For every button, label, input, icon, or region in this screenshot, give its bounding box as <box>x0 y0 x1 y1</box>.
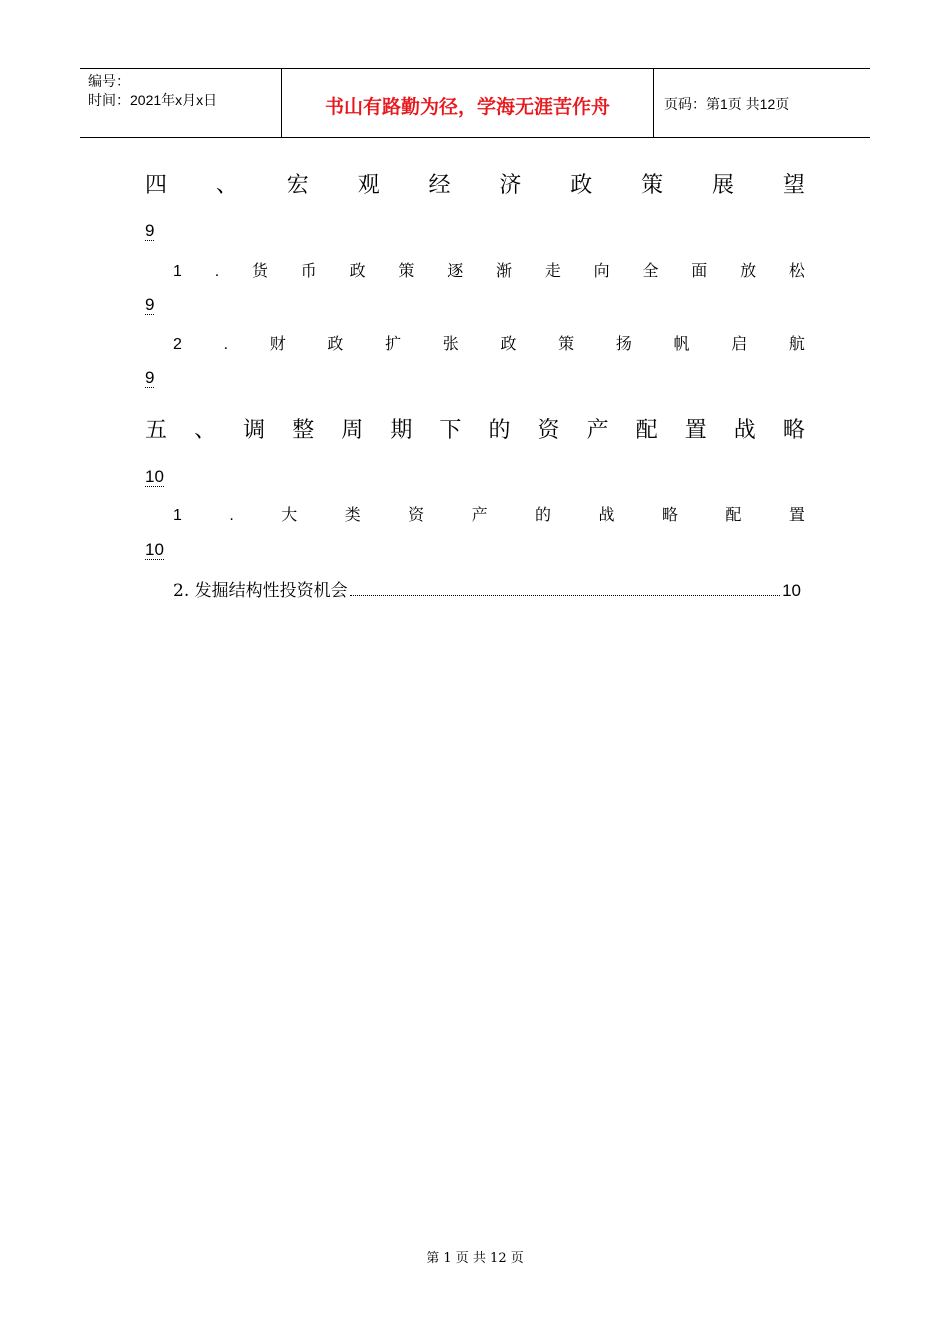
toc-page-section-5[interactable]: 10 <box>145 467 164 486</box>
toc-char: 四 <box>145 173 168 198</box>
toc-char: 类 <box>344 505 361 524</box>
toc-char: 1 <box>173 507 182 524</box>
toc-char: 战 <box>733 418 756 443</box>
header-meta <box>80 69 282 137</box>
toc-char: 略 <box>782 418 805 443</box>
toc-char: 货 <box>251 261 268 280</box>
toc-char: . <box>229 507 234 524</box>
toc-char: 政 <box>349 261 366 280</box>
toc-char: 周 <box>341 418 364 443</box>
toc-char: 、 <box>215 173 238 198</box>
toc-char: 策 <box>558 334 575 353</box>
page-header <box>80 68 870 138</box>
toc-char: 航 <box>788 334 805 353</box>
toc-entry-5-2[interactable] <box>173 576 801 601</box>
toc-char: 整 <box>292 418 315 443</box>
toc-char: 渐 <box>496 261 513 280</box>
toc-char: 松 <box>788 261 805 280</box>
toc-char: 政 <box>500 334 517 353</box>
toc-char: 向 <box>593 261 610 280</box>
toc-char: 宏 <box>286 173 309 198</box>
toc-char: 扬 <box>615 334 632 353</box>
toc-char: 帆 <box>673 334 690 353</box>
toc-entry-4-2[interactable] <box>173 331 805 354</box>
toc-entry-5-1[interactable] <box>173 502 805 525</box>
toc-char: 全 <box>642 261 659 280</box>
toc-char: 调 <box>243 418 266 443</box>
toc-char: 配 <box>635 418 658 443</box>
toc-char: 的 <box>488 418 511 443</box>
toc-char: 资 <box>537 418 560 443</box>
toc-char: 期 <box>390 418 413 443</box>
toc-char: . <box>223 336 229 353</box>
dot-leader <box>350 581 780 596</box>
toc-char: 展 <box>712 173 735 198</box>
motto-text: 书山有路勤为径，学海无涯苦作舟 <box>324 95 610 118</box>
toc-char: 望 <box>782 173 805 198</box>
toc-char: 启 <box>731 334 748 353</box>
toc-char: 置 <box>684 418 707 443</box>
toc-char: 战 <box>598 505 615 524</box>
toc-char: 资 <box>408 505 425 524</box>
toc-char: 政 <box>570 173 593 198</box>
toc-page-section-4[interactable]: 9 <box>145 221 155 240</box>
toc-char: 策 <box>398 261 415 280</box>
toc-char: 配 <box>725 505 742 524</box>
toc-char: 逐 <box>447 261 464 280</box>
toc-char: 扩 <box>385 334 402 353</box>
toc-char: 下 <box>439 418 462 443</box>
toc-page-4-1[interactable]: 9 <box>145 295 155 314</box>
header-page-info <box>654 69 870 137</box>
toc-entry-section-4[interactable] <box>145 168 805 199</box>
toc-char: 产 <box>586 418 609 443</box>
toc-page-5-2: 10 <box>782 581 801 600</box>
toc-char: 财 <box>269 334 286 353</box>
toc-char: 币 <box>300 261 317 280</box>
document-time-label: 时间：2021年x月x日 <box>88 92 218 108</box>
toc-char: 的 <box>535 505 552 524</box>
toc-char: 走 <box>544 261 561 280</box>
toc-char: 策 <box>641 173 664 198</box>
toc-char: 济 <box>499 173 522 198</box>
page-info-text: 页码：第1页 共12页 <box>664 96 790 112</box>
toc-entry-section-5[interactable] <box>145 413 805 444</box>
page-footer: 第 1 页 共 12 页 <box>426 1251 524 1266</box>
toc-char: 置 <box>788 505 805 524</box>
toc-char: 面 <box>691 261 708 280</box>
toc-char: 张 <box>442 334 459 353</box>
toc-char: 观 <box>357 173 380 198</box>
toc-char: 略 <box>661 505 678 524</box>
toc-char: . <box>214 263 220 280</box>
toc-char: 政 <box>327 334 344 353</box>
toc-char: 、 <box>194 418 217 443</box>
toc-entry-5-2-label: 2. 发掘结构性投资机会 <box>173 581 348 601</box>
toc-char: 2 <box>173 336 182 353</box>
toc-char: 放 <box>740 261 757 280</box>
toc-entry-4-1[interactable] <box>173 258 805 281</box>
toc-char: 1 <box>173 263 182 280</box>
toc-page-4-2[interactable]: 9 <box>145 368 155 387</box>
toc-char: 经 <box>428 173 451 198</box>
toc-char: 产 <box>471 505 488 524</box>
toc-char: 大 <box>281 505 298 524</box>
toc-page-5-1[interactable]: 10 <box>145 540 164 559</box>
document-number-label: 编号： <box>88 73 130 89</box>
toc-char: 五 <box>145 418 168 443</box>
header-motto <box>282 69 654 137</box>
